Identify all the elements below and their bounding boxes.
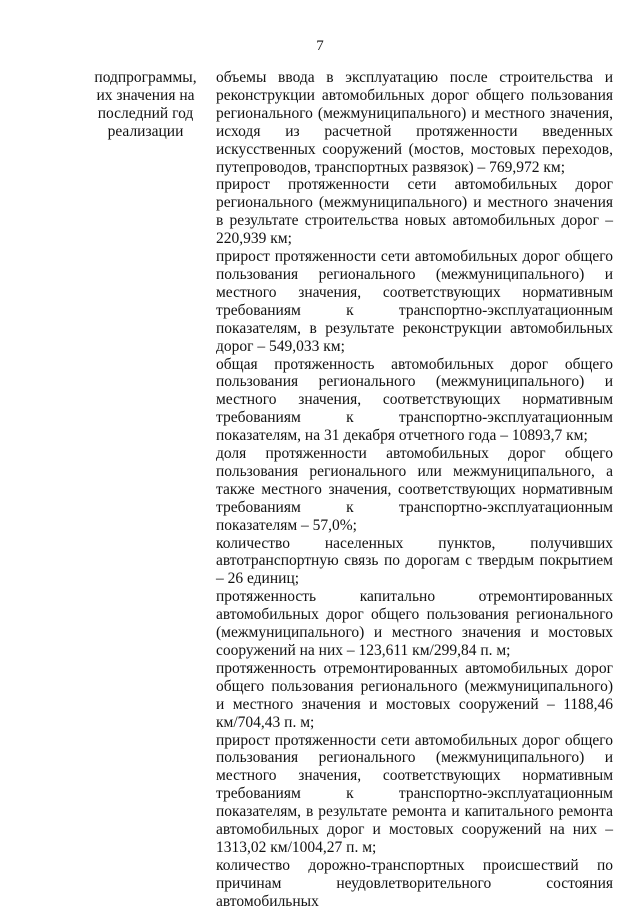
page-number: 7 <box>316 38 324 54</box>
indicator-label-line: последний год <box>97 104 194 122</box>
indicator-paragraph: количество населенных пунктов, получивших автотранспортную связь по дорогам с твердым покрытием – 26 единиц; <box>216 534 613 588</box>
indicator-paragraph: прирост протяженности сети автомобильных дорог регионального (межмуниципального) и местного значения в результате строительства новых автомобильных дорог – 220,939 км; <box>216 176 613 248</box>
indicator-label-line: подпрограммы, <box>94 69 197 86</box>
indicator-paragraph: доля протяженности автомобильных дорог общего пользования регионального или межмуниципального, а также местного значения, соответствующих нормативным требованиям к транспортно-эксплуатационным показателям – 57,0%; <box>216 445 613 534</box>
indicator-paragraph: объемы ввода в эксплуатацию после строительства и реконструкции автомобильных дорог общего пользования регионального (межмуниципального) и местного значения, исходя из расчетной протяженности введенных искусственных сооружений (мостов, мостовых переходов, путепроводов, транспортных развязок) – 769,972 км; <box>216 69 613 176</box>
indicator-label-line: их значения на <box>96 86 195 104</box>
indicator-paragraph: протяженность капитально отремонтированных автомобильных дорог общего пользования регионального (межмуниципального) и местного значения и мостовых сооружений на них – 123,611 км/299,84 п. м; <box>216 588 613 659</box>
indicator-label-line: реализации <box>107 122 184 140</box>
indicator-values <box>216 69 613 911</box>
indicator-paragraph: общая протяженность автомобильных дорог общего пользования регионального (межмуниципального) и местного значения, соответствующих нормативным требованиям к транспортно-эксплуатационным показателям, на 31 декабря отчетного года – 10893,7 км; <box>216 355 613 445</box>
indicator-paragraph: прирост протяженности сети автомобильных дорог общего пользования регионального (межмуниципального) и местного значения, соответствующих нормативным требованиям к транспортно-эксплуатационным показателям, в результате ремонта и капитального ремонта автомобильных дорог и мостовых сооружений на них – 1313,02 км/1004,27 п. м; <box>216 731 613 856</box>
indicator-paragraph: протяженность отремонтированных автомобильных дорог общего пользования регионального (межмуниципального) и местного значения и мостовых сооружений – 1188,46 км/704,43 п. м; <box>216 659 613 731</box>
indicator-paragraph: прирост протяженности сети автомобильных дорог общего пользования регионального (межмуниципального) и местного значения, соответствующих нормативным требованиям к транспортно-эксплуатационным показателям, в результате реконструкции автомобильных дорог – 549,033 км; <box>216 248 613 355</box>
indicator-label <box>88 69 203 141</box>
indicator-paragraph: количество дорожно-транспортных происшествий по причинам неудовлетворительного состояния автомобильных <box>216 856 613 910</box>
